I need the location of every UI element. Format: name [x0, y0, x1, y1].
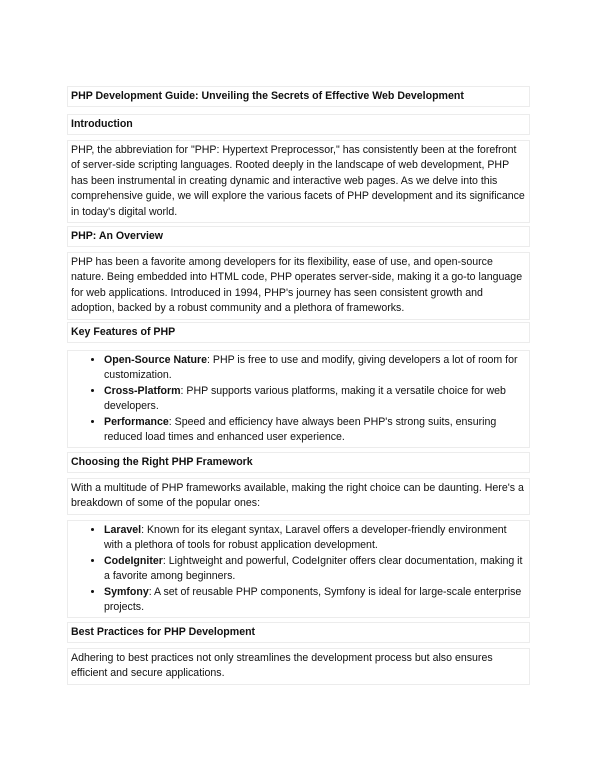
intro-paragraph: PHP, the abbreviation for "PHP: Hypertext Preprocessor," has consistently been at the forefront of server-side scripting languages. Rooted deeply in the landscape of web development, PHP has been instrumental in creating dynamic and interactive web pages. As we delve into this comprehensive guide, we will explore the various facets of PHP development and its significance in today's digital world.: [67, 140, 530, 223]
feature-desc: : PHP is free to use and modify, giving developers a lot of room for customization.: [104, 354, 518, 382]
features-list: [88, 353, 526, 445]
feature-term: Cross-Platform: [104, 384, 181, 397]
intro-heading: Introduction: [67, 114, 530, 135]
framework-desc: : Lightweight and powerful, CodeIgniter offers clear documentation, making it a favorite among beginners.: [104, 554, 523, 583]
feature-term: Performance: [104, 415, 169, 428]
list-item: [104, 415, 526, 446]
list-item: [104, 585, 526, 616]
features-list-block: [67, 350, 530, 448]
feature-term: Open-Source Nature: [104, 354, 208, 366]
framework-term: Laravel: [104, 524, 142, 536]
framework-term: Symfony: [104, 585, 149, 598]
framework-desc: : A set of reusable PHP components, Symfony is ideal for large-scale enterprise projects.: [104, 585, 522, 614]
framework-paragraph: With a multitude of PHP frameworks available, making the right choice can be daunting. Here's a breakdown of some of the popular ones:: [67, 478, 530, 515]
practices-heading: Best Practices for PHP Development: [67, 622, 530, 643]
list-item: [104, 523, 526, 554]
practices-paragraph: Adhering to best practices not only streamlines the development process but also ensures efficient and secure applications.: [67, 648, 530, 685]
list-item: [104, 554, 526, 585]
document-title: PHP Development Guide: Unveiling the Secrets of Effective Web Development: [67, 86, 530, 107]
list-item: [104, 353, 526, 384]
framework-desc: : Known for its elegant syntax, Laravel offers a developer-friendly environment with a plethora of tools for robust application development.: [104, 524, 507, 552]
frameworks-list: [88, 523, 526, 615]
framework-heading: Choosing the Right PHP Framework: [67, 452, 530, 473]
framework-term: CodeIgniter: [104, 554, 163, 567]
frameworks-list-block: [67, 520, 530, 618]
overview-paragraph: PHP has been a favorite among developers for its flexibility, ease of use, and open-source nature. Being embedded into HTML code, PHP operates server-side, making it a go-to language for web applications. Introduced in 1994, PHP's journey has seen consistent growth and adoption, backed by a robust community and a plethora of frameworks.: [67, 252, 530, 320]
features-heading: Key Features of PHP: [67, 322, 530, 343]
feature-desc: : PHP supports various platforms, making it a versatile choice for web developers.: [104, 384, 506, 413]
feature-desc: : Speed and efficiency have always been PHP's strong suits, ensuring reduced load times and enhanced user experience.: [104, 415, 497, 444]
overview-heading: PHP: An Overview: [67, 226, 530, 247]
list-item: [104, 384, 526, 415]
